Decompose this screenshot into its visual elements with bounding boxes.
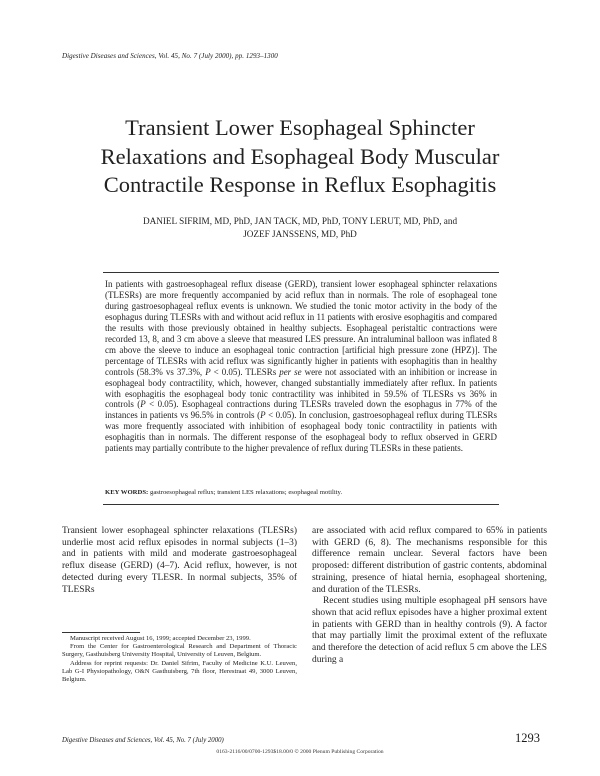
- body-column-right: [312, 526, 547, 666]
- footnote-affiliation: From the Center for Gastroenterological Research and Department of Thoracic Surgery, Gasthuisberg University Hospital, University of Leuven, Belgium.: [62, 643, 297, 659]
- article-title: [40, 114, 560, 200]
- footnote-reprint-address: Address for reprint requests: Dr. Daniel Sifrim, Faculty of Medicine K.U. Leuven, Lab G-I Physiopathology, O&N Gasthuisberg, 7th floor, Herestraat 49, 3000 Leuven, Belgium.: [62, 659, 297, 684]
- footer-journal: Digestive Diseases and Sciences, Vol. 45, No. 7 (July 2000): [62, 737, 224, 744]
- footnote-received: Manuscript received August 16, 1999; accepted December 23, 1999.: [70, 635, 251, 642]
- title-line: Relaxations and Esophageal Body Muscular: [100, 143, 500, 169]
- footnote-rule: [62, 632, 140, 633]
- footnotes: [62, 635, 297, 684]
- author-line: DANIEL SIFRIM, MD, PhD, JAN TACK, MD, PhD, TONY LERUT, MD, PhD, and: [142, 216, 458, 226]
- body-paragraph: Recent studies using multiple esophageal pH sensors have shown that acid reflux episodes have a higher proximal extent in patients with GERD than in healthy controls (9). A factor that may partially limit the proximal extent of the refluxate and therefore the detection of acid reflux 5 cm above the LES during a: [312, 596, 547, 665]
- keywords: [105, 488, 497, 497]
- title-line: Transient Lower Esophageal Sphincter: [125, 115, 475, 140]
- keywords-label: KEY WORDS:: [105, 489, 149, 496]
- body-paragraph: are associated with acid reflux compared to 65% in patients with GERD (6, 8). The mechanisms responsible for this difference remain unclear. Several factors have been proposed: different distribution of gastric contents, abdominal straining, presence of hiatal hernia, esophageal shortening, and duration of the TLESRs.: [312, 526, 547, 595]
- title-line: Contractile Response in Reflux Esophagitis: [103, 172, 497, 197]
- author-list: [60, 215, 540, 240]
- abstract: In patients with gastroesophageal reflux disease (GERD), transient lower esophageal sphincter relaxations (TLESRs) are more frequently accompanied by acid reflux than in normals. The role of esophageal tone during gastroesophageal reflux events is unknown. We studied the tonic motor activity in the body of the esophagus during TLESRs with and without acid reflux in 11 patients with erosive esophagitis and compared the results with those previously obtained in healthy subjects. Esophageal peristaltic contractions were recorded 13, 8, and 3 cm above a sleeve that measured LES pressure. An intraluminal balloon was inflated 8 cm above the sleeve to induce an esophageal tonic contraction [artificial high pressure zone (HPZ)]. The percentage of TLESRs with acid reflux was significantly higher in patients with esophagitis than in healthy controls (58.3% vs 37.3%, P < 0.05). TLESRs per se were not associated with an inhibition or increase in esophageal body contractility, which, however, changed substantially immediately after reflux. In patients with esophagitis the esophageal body tonic contractility was inhibited in 59.5% of TLESRs vs 36% in controls (P < 0.05). Esophageal contractions during TLESRs traveled down the esophagus in 77% of the instances in patients vs 96.5% in controls (P < 0.05). In conclusion, gastroesophageal reflux during TLESRs was more frequently associated with inhibition of esophageal body tonic contractility in patients with esophagitis than in normals. The different response of the esophageal body to reflux observed in GERD patients may partially contribute to the higher prevalence of reflux during TLESRs in these patients.: [105, 279, 497, 454]
- body-column-left: [62, 526, 297, 596]
- running-head: Digestive Diseases and Sciences, Vol. 45, No. 7 (July 2000), pp. 1293–1300: [62, 52, 278, 60]
- page-number: 1293: [515, 731, 540, 745]
- keywords-text: gastroesophageal reflux; transient LES relaxations; esophageal motility.: [148, 489, 343, 496]
- abstract-top-rule: [103, 272, 499, 273]
- abstract-bottom-rule: [103, 504, 499, 505]
- body-paragraph: Transient lower esophageal sphincter relaxations (TLESRs) underlie most acid reflux episodes in normal subjects (1–3) and in patients with mild and moderate gastroesophageal reflux disease (GERD) (4–7). Acid reflux, however, is not detected during every TLESR. In normal subjects, 35% of TLESRs: [62, 526, 297, 595]
- copyright-line: 0163-2116/00/0700-1293$18.00/0 © 2000 Plenum Publishing Corporation: [216, 749, 384, 755]
- author-line: JOZEF JANSSENS, MD, PhD: [243, 228, 357, 239]
